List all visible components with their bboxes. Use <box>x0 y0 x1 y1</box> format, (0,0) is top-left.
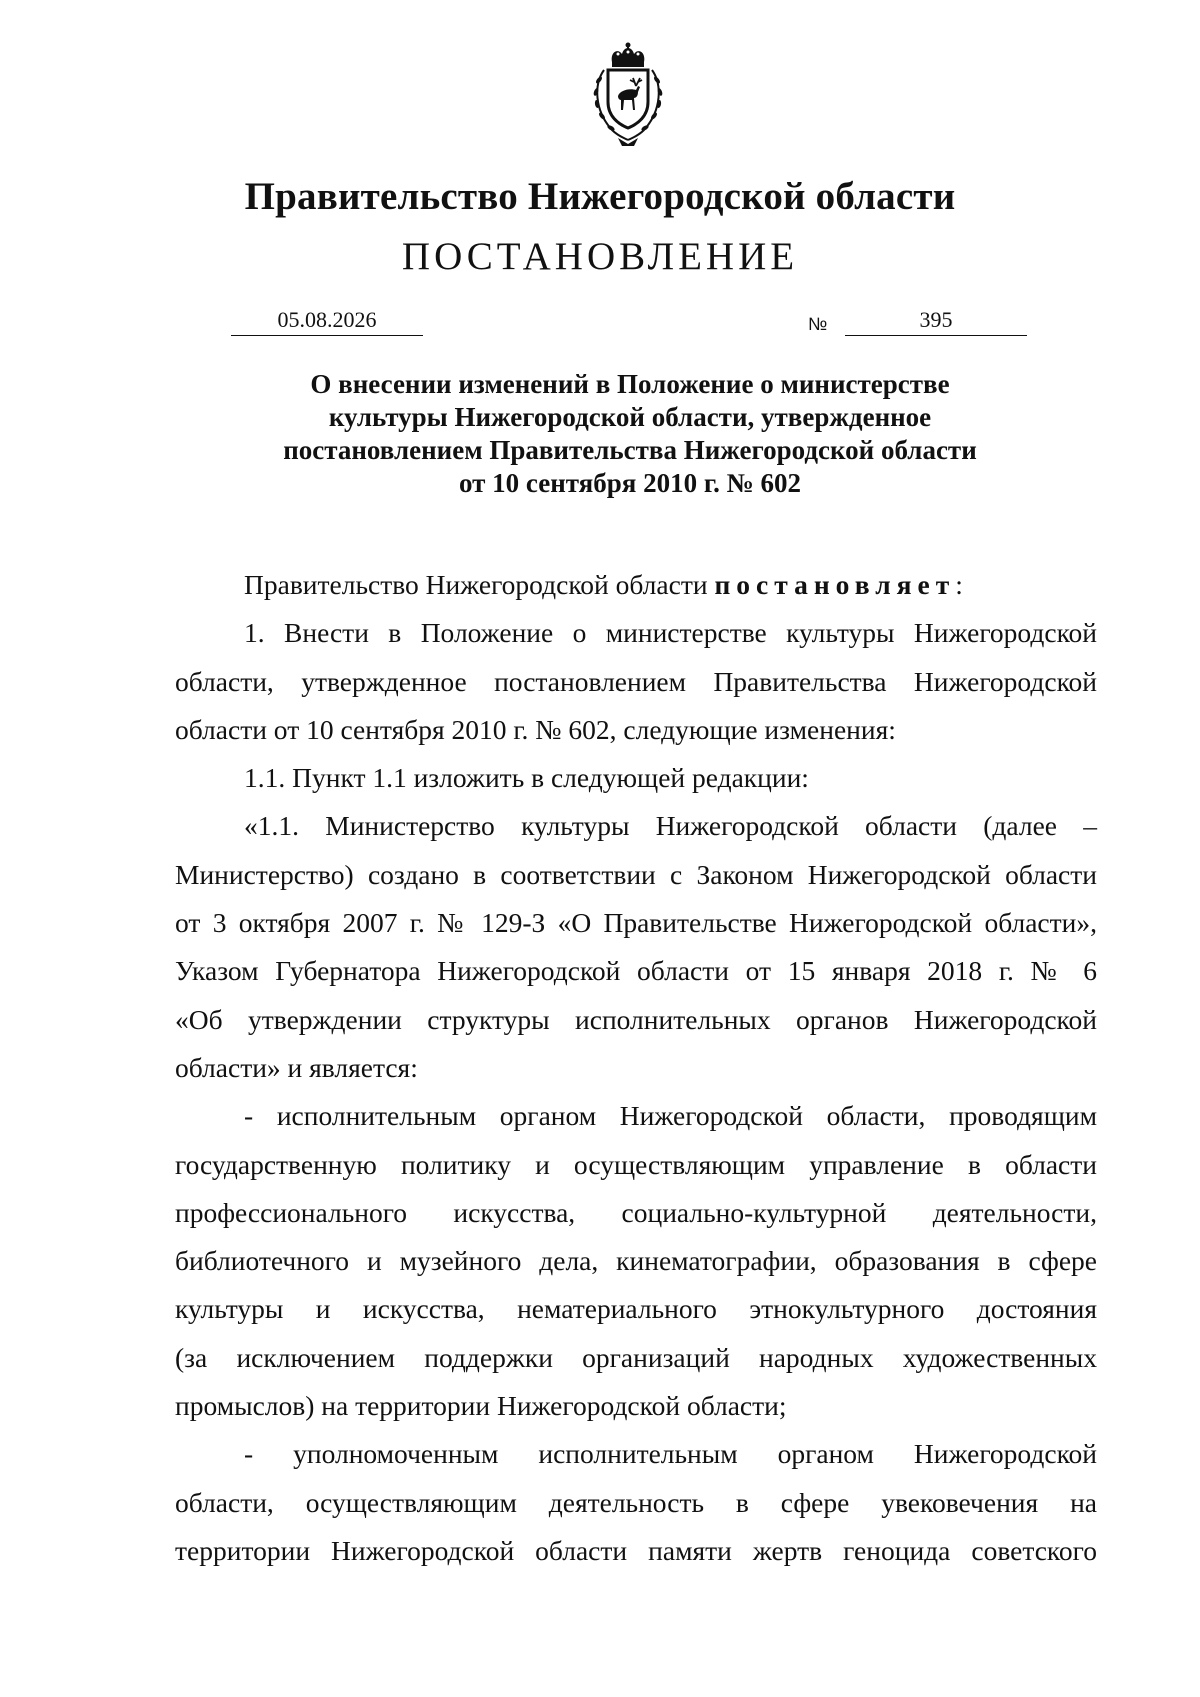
paragraph-line: территории Нижегородской области памяти жертв геноцида советского <box>175 1534 1097 1566</box>
document-number: 395 <box>845 307 1027 336</box>
paragraph-line: 1.1. Пункт 1.1 изложить в следующей редакции: <box>244 762 809 794</box>
paragraph-line: Указом Губернатора Нижегородской области от 15 января 2018 г. № 6 <box>175 955 1097 987</box>
intro-prefix: Правительство Нижегородской области <box>244 569 715 600</box>
subject-line: от 10 сентября 2010 г. № 602 <box>459 468 801 498</box>
nizhny-novgorod-coat-of-arms-icon <box>578 40 678 148</box>
paragraph-line: области от 10 сентября 2010 г. № 602, следующие изменения: <box>175 713 896 745</box>
paragraph-line: (за исключением поддержки организаций народных художественных <box>175 1341 1097 1373</box>
paragraph-line: культуры и искусства, нематериального этнокультурного достояния <box>175 1293 1097 1325</box>
paragraph-line: «1.1. Министерство культуры Нижегородской области (далее – <box>244 810 1097 842</box>
paragraph-quote <box>175 802 1097 1092</box>
paragraph-line: Министерство) создано в соответствии с Законом Нижегородской области <box>175 858 1097 890</box>
subject-line: О внесении изменений в Положение о министерстве <box>310 369 950 399</box>
paragraph-list-item-2 <box>175 1430 1097 1575</box>
paragraph-line: от 3 октября 2007 г. № 129-З «О Правительстве Нижегородской области», <box>175 907 1097 939</box>
paragraph-line: - уполномоченным исполнительным органом Нижегородской <box>244 1438 1097 1470</box>
paragraph-line: библиотечного и музейного дела, кинематографии, образования в сфере <box>175 1245 1097 1277</box>
government-title: Правительство Нижегородской области <box>244 175 956 218</box>
paragraph-line: области, утвержденное постановлением Правительства Нижегородской <box>175 665 1097 697</box>
paragraph-line: «Об утверждении структуры исполнительных органов Нижегородской <box>175 1003 1097 1035</box>
paragraph-1 <box>175 609 1097 754</box>
subject-line: культуры Нижегородской области, утвержденное <box>328 402 932 432</box>
subject-line: постановлением Правительства Нижегородской области <box>283 435 977 465</box>
paragraph-list-item-1 <box>175 1092 1097 1430</box>
paragraph-line: промыслов) на территории Нижегородской области; <box>175 1390 787 1422</box>
document-date: 05.08.2026 <box>231 307 423 336</box>
paragraph-line: области, осуществляющим деятельность в сфере увековечения на <box>175 1486 1097 1518</box>
paragraph-line: области» и является: <box>175 1051 418 1083</box>
paragraph-line: государственную политику и осуществляющим управление в области <box>175 1148 1097 1180</box>
intro-paragraph <box>175 561 1097 609</box>
number-label: № <box>808 314 828 334</box>
paragraph-line: - исполнительным органом Нижегородской области, проводящим <box>244 1100 1097 1132</box>
paragraph-line: 1. Внести в Положение о министерстве культуры Нижегородской <box>244 617 1097 649</box>
paragraph-1-1 <box>175 754 1097 802</box>
document-subject <box>200 368 1060 500</box>
decrees-word: постановляет <box>714 569 956 600</box>
intro-suffix: : <box>955 569 963 600</box>
document-type: ПОСТАНОВЛЕНИЕ <box>401 235 799 278</box>
document-body <box>175 561 1097 1575</box>
paragraph-line: профессионального искусства, социально-культурной деятельности, <box>175 1196 1097 1228</box>
